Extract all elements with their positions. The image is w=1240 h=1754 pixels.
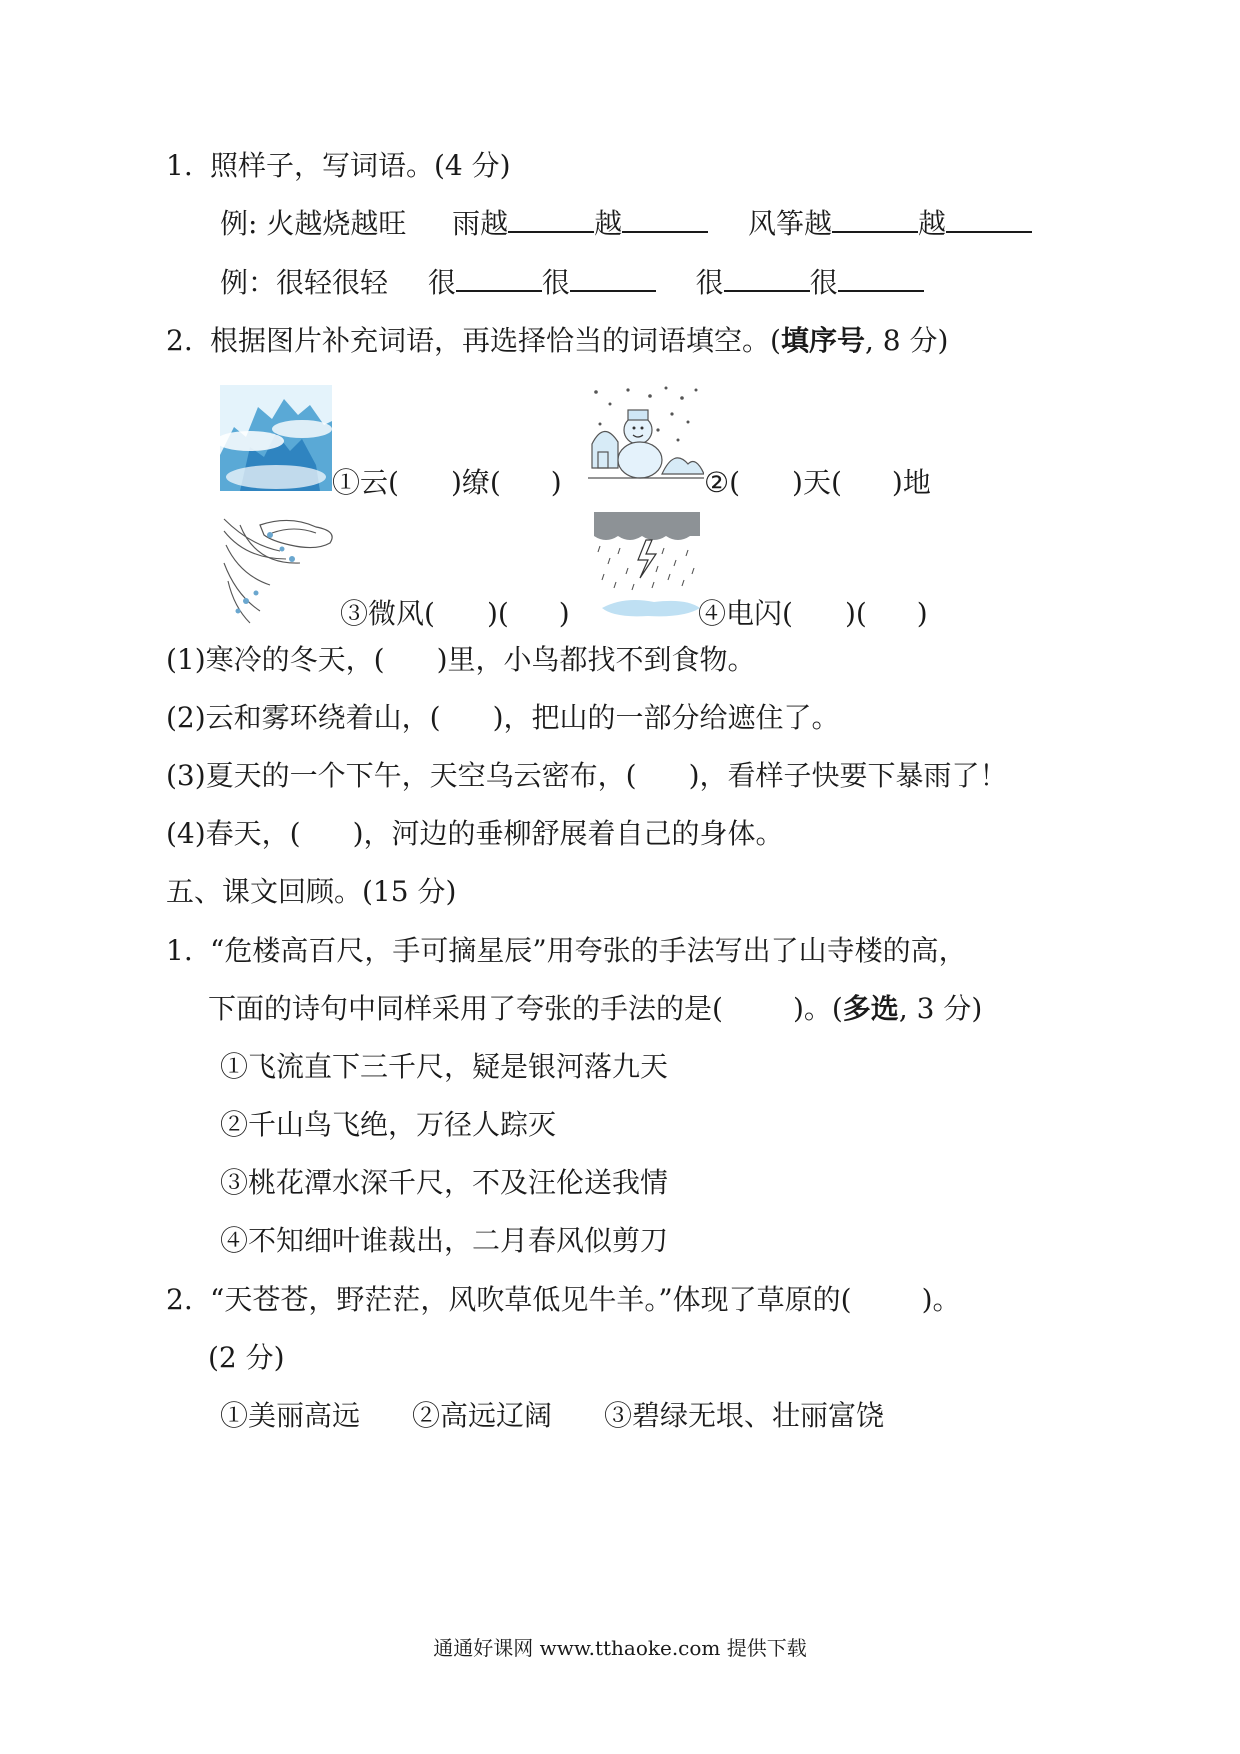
picture-item-3 xyxy=(340,596,570,632)
sentence-2 xyxy=(166,700,840,736)
picture-item-2 xyxy=(704,465,931,501)
item-3-mid: )( xyxy=(486,597,509,630)
q1-row2-b1: 很 xyxy=(695,266,724,299)
answer-blank[interactable] xyxy=(724,264,810,292)
s5-q2-score: (2 分) xyxy=(208,1341,285,1374)
item-2-label: ②( xyxy=(704,466,741,499)
q1-row2-example: 例：很轻很轻 xyxy=(220,266,389,299)
sentence-3 xyxy=(166,758,1008,794)
sentence-2-pre: (2)云和雾环绕着山，( xyxy=(166,701,441,734)
q1-number: 1. xyxy=(166,149,193,182)
sentence-2-post: )，把山的一部分给遮住了。 xyxy=(492,701,840,734)
answer-blank[interactable] xyxy=(508,205,594,233)
q1-row1-example: 例: 火越烧越旺 xyxy=(220,207,407,240)
answer-blank[interactable] xyxy=(838,264,924,292)
item-2-end: )地 xyxy=(891,466,931,499)
item-4-end: ) xyxy=(916,597,928,630)
q1-row2-a1: 很 xyxy=(427,266,456,299)
s5-q2-line1-post: )。 xyxy=(921,1283,961,1316)
s5-q2-option-3: ③碧绿无垠、壮丽富饶 xyxy=(604,1399,885,1432)
item-1-end: ) xyxy=(550,466,562,499)
s5-q1-line1-text: “危楼高百尺，手可摘星辰”用夸张的手法写出了山寺楼的高， xyxy=(210,934,967,967)
q1-row1-b1: 风筝越 xyxy=(748,207,833,240)
item-3-label: ③微风( xyxy=(340,597,435,630)
item-4-label: ④电闪( xyxy=(698,597,793,630)
sentence-4-post: )，河边的垂柳舒展着自己的身体。 xyxy=(352,817,784,850)
sentence-1 xyxy=(166,642,756,678)
q1-row1-a2: 越 xyxy=(594,207,623,240)
s5-q2-line1 xyxy=(166,1282,961,1318)
q1-row1 xyxy=(220,205,1032,242)
q1-row1-b2: 越 xyxy=(918,207,947,240)
q1-row2-a2: 很 xyxy=(541,266,570,299)
q1-title-text: 照样子，写词语。(4 分) xyxy=(210,149,511,182)
s5-q1-line2-end: , 3 分) xyxy=(898,992,983,1025)
sentence-1-post: )里，小鸟都找不到食物。 xyxy=(436,643,756,676)
mountain-cloud-picture xyxy=(220,385,332,491)
s5-q1-option-4: ④不知细叶谁裁出，二月春风似剪刀 xyxy=(220,1224,669,1257)
picture-item-1 xyxy=(332,465,562,501)
q2-title-pre: 根据图片补充词语，再选择恰当的词语填空。( xyxy=(210,324,781,357)
q2-title-bold: 填序号 xyxy=(780,324,865,357)
item-3-end: ) xyxy=(558,597,570,630)
answer-blank[interactable] xyxy=(622,205,708,233)
section5-title: 五、课文回顾。(15 分) xyxy=(166,875,457,908)
s5-q1-line2-pre: 下面的诗句中同样采用了夸张的手法的是( xyxy=(208,992,723,1025)
s5-q1-line2-bold: 多选 xyxy=(842,992,899,1025)
answer-blank[interactable] xyxy=(832,205,918,233)
q2-number: 2. xyxy=(166,324,193,357)
s5-q1-line2 xyxy=(208,991,982,1027)
s5-q1-line1 xyxy=(166,933,967,969)
s5-q1-line2-post: )。( xyxy=(792,992,843,1025)
answer-blank[interactable] xyxy=(456,264,542,292)
s5-q2-options xyxy=(220,1398,884,1434)
q2-title-post: , 8 分) xyxy=(864,324,949,357)
s5-q1-option-3: ③桃花潭水深千尺，不及汪伦送我情 xyxy=(220,1166,669,1199)
s5-q2-option-2: ②高远辽阔 xyxy=(412,1399,553,1432)
answer-blank[interactable] xyxy=(570,264,656,292)
s5-q2-number: 2. xyxy=(166,1283,193,1316)
item-1-label: ①云( xyxy=(332,466,399,499)
answer-blank[interactable] xyxy=(946,205,1032,233)
item-2-mid: )天( xyxy=(792,466,842,499)
q1-row2 xyxy=(220,264,924,301)
sentence-1-pre: (1)寒冷的冬天，( xyxy=(166,643,385,676)
s5-q2-option-1: ①美丽高远 xyxy=(220,1399,361,1432)
sentence-4 xyxy=(166,816,784,852)
s5-q2-line1-pre: “天苍苍，野茫茫，风吹草低见牛羊。”体现了草原的( xyxy=(210,1283,852,1316)
q1-title xyxy=(166,148,511,184)
thunderstorm-picture xyxy=(594,512,706,622)
item-4-mid: )( xyxy=(844,597,867,630)
sentence-3-post: )，看样子快要下暴雨了！ xyxy=(688,759,1008,792)
s5-q1-option-2: ②千山鸟飞绝，万径人踪灭 xyxy=(220,1108,557,1141)
s5-q1-option-1: ①飞流直下三千尺，疑是银河落九天 xyxy=(220,1050,669,1083)
q2-title xyxy=(166,323,948,359)
sentence-3-pre: (3)夏天的一个下午，天空乌云密布，( xyxy=(166,759,637,792)
willow-breeze-picture xyxy=(220,515,340,625)
s5-q1-number: 1. xyxy=(166,934,193,967)
q1-row2-b2: 很 xyxy=(809,266,838,299)
q1-row1-a1: 雨越 xyxy=(452,207,509,240)
picture-item-4 xyxy=(698,596,928,632)
footer-credit: 通通好课网 www.tthaoke.com 提供下载 xyxy=(433,1636,807,1660)
sentence-4-pre: (4)春天，( xyxy=(166,817,301,850)
item-1-mid: )缭( xyxy=(450,466,501,499)
snowman-picture xyxy=(588,384,704,484)
